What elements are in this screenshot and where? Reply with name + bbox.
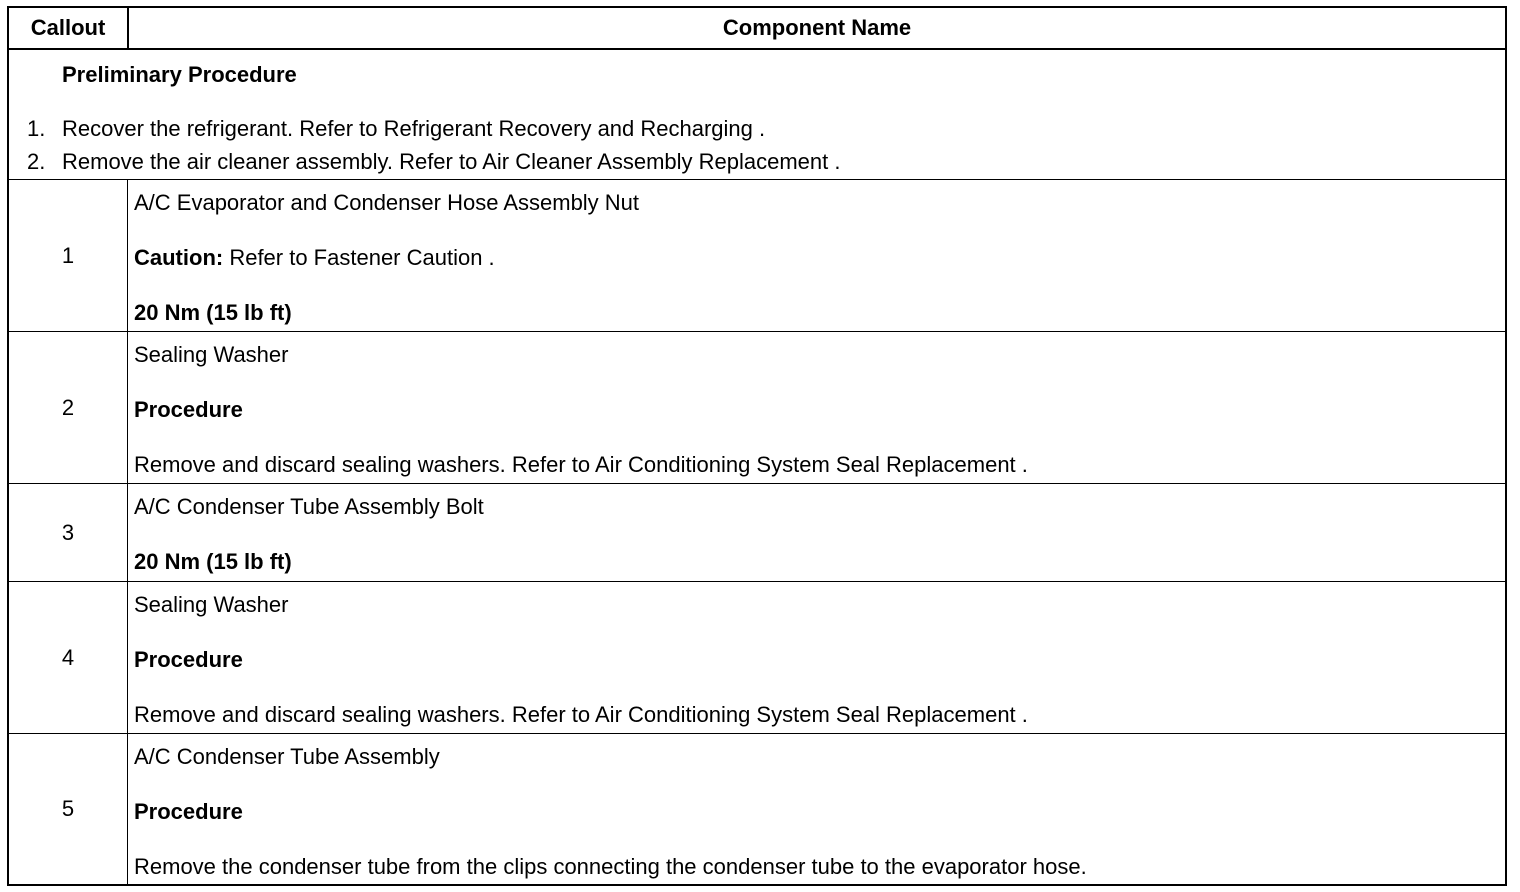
table-header (9, 8, 1505, 50)
callout-number: 1 (9, 180, 128, 331)
callout-number: 2 (9, 332, 128, 483)
component-name: Sealing Washer (134, 592, 289, 617)
procedure-label: Procedure (134, 799, 243, 824)
step-number: 1. (27, 116, 46, 141)
step-text: Recover the refrigerant. Refer to Refrigerant Recovery and Recharging . (62, 116, 766, 141)
procedure-text: Remove and discard sealing washers. Refer to Air Conditioning System Seal Replacement . (134, 452, 1028, 477)
procedure-label: Procedure (134, 647, 243, 672)
component-name: A/C Condenser Tube Assembly (134, 744, 440, 769)
component-name: Sealing Washer (134, 342, 289, 367)
step-number: 2. (27, 149, 46, 174)
preliminary-title: Preliminary Procedure (62, 62, 297, 87)
caution-label: Caution: (134, 245, 224, 270)
table-row (9, 734, 1505, 884)
component-name: A/C Evaporator and Condenser Hose Assembly Nut (134, 190, 640, 215)
component-table (7, 6, 1507, 886)
component-name-header: Component Name (722, 15, 912, 40)
procedure-label: Procedure (134, 397, 243, 422)
procedure-text: Remove and discard sealing washers. Refer to Air Conditioning System Seal Replacement . (134, 702, 1028, 727)
table-row (9, 582, 1505, 734)
torque-spec: 20 Nm (15 lb ft) (134, 300, 292, 325)
caution-text: Refer to Fastener Caution . (223, 245, 495, 270)
procedure-text: Remove the condenser tube from the clips connecting the condenser tube to the evaporator hose. (134, 854, 1087, 879)
callout-header: Callout (9, 8, 129, 48)
table-row (9, 484, 1505, 582)
step-text: Remove the air cleaner assembly. Refer to Air Cleaner Assembly Replacement . (62, 149, 841, 174)
table-row (9, 332, 1505, 484)
callout-number: 4 (9, 582, 128, 733)
preliminary-procedure (9, 50, 1505, 180)
torque-spec: 20 Nm (15 lb ft) (134, 549, 292, 574)
callout-number: 5 (9, 734, 128, 884)
caution-line (134, 245, 495, 271)
table-row (9, 180, 1505, 332)
component-name: A/C Condenser Tube Assembly Bolt (134, 494, 484, 519)
callout-number: 3 (9, 484, 128, 581)
